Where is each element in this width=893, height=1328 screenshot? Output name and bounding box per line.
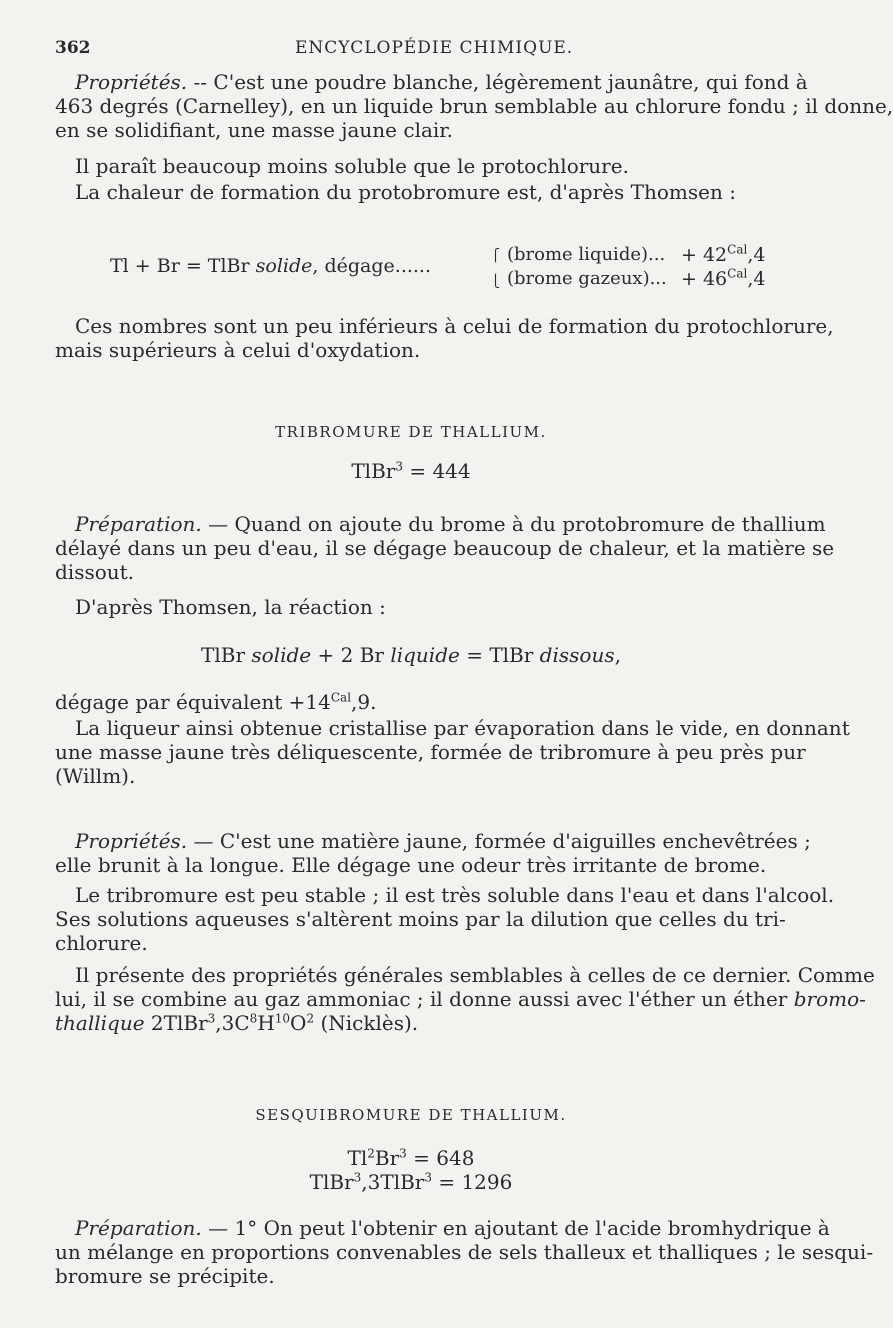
paragraph-ether-bromothallique: Il présente des propriétés générales semblables à celles de ce dernier. Comme lui, il se combine au gaz ammoniac ; il donne aussi avec l'éther un éther bromo- thallique $2TlBr^3,3C^8H^{10}O^2$ (Nicklès). (55, 963, 875, 1035)
paragraph-degage-equivalent: dégage par équivalent $+14^{Cal},9$. (55, 690, 377, 714)
heading-tribromure: TRIBROMURE DE THALLIUM. (275, 423, 547, 441)
paragraph-comparaison: Ces nombres sont un peu inférieurs à celui de formation du protochlorure, mais supérieurs à celui d'oxydation. (55, 314, 834, 362)
formula-sesquibromure: $Tl^2Br^3 = 648$ TlBr$^3$,3TlBr$^3$ = 1296 (309, 1146, 513, 1194)
paragraph-liqueur: La liqueur ainsi obtenue cristallise par évaporation dans le vide, en donnant une masse jaune très déliquescente, formée de tribromure à peu près pur (Willm). (55, 716, 850, 788)
page-header (55, 38, 755, 62)
equation-formation-protobromure: Tl + Br = TlBr solide, dégage...... ⎧ ⎩ (brome liquide)... + $42^{Cal},4$ (brome gazeux)... + $46^{Cal},4$ (55, 244, 767, 292)
paragraph-solubilite: Il paraît beaucoup moins soluble que le protochlorure. (75, 154, 629, 178)
equation-tribromure: TlBr solide + 2 Br liquide = TlBr dissous, (201, 643, 621, 667)
paragraph-proprietes-tribromure: Propriétés. — C'est une matière jaune, formée d'aiguilles enchevêtrées ; elle brunit à la longue. Elle dégage une odeur très irritante de brome. (55, 829, 811, 877)
paragraph-stabilite: Le tribromure est peu stable ; il est très soluble dans l'eau et dans l'alcool. Ses solutions aqueuses s'altèrent moins par la dilution que celles du tri- chlorure. (55, 883, 835, 955)
section-label: Préparation. (75, 512, 202, 536)
paragraph-proprietes-protobromure: Propriétés. -- C'est une poudre blanche, légèrement jaunâtre, qui fond à 463 degrés (Carnelley), en un liquide brun semblable au chlorure fondu ; il donne, en se solidifiant, une masse jaune clair. (55, 70, 893, 142)
paragraph-chaleur-formation: La chaleur de formation du protobromure est, d'après Thomsen : (75, 180, 736, 204)
section-label: Propriétés. (75, 829, 188, 853)
page-number: 362 (55, 38, 91, 58)
section-label: Propriétés. (75, 70, 188, 94)
paragraph-preparation-tribromure: Préparation. — Quand on ajoute du brome à du protobromure de thallium délayé dans un peu d'eau, il se dégage beaucoup de chaleur, et la matière se dissout. (55, 512, 835, 584)
formula-tribromure: TlBr$^3$ = 444 (351, 459, 471, 483)
section-label: Préparation. (75, 1216, 202, 1240)
brace: ⎧ ⎩ (491, 248, 500, 288)
paragraph-thomsen-reaction: D'après Thomsen, la réaction : (75, 595, 386, 619)
paragraph-preparation-sesquibromure: Préparation. — 1° On peut l'obtenir en ajoutant de l'acide bromhydrique à un mélange en proportions convenables de sels thalleux et thalliques ; le sesqui- bromure se précipite. (55, 1216, 874, 1288)
running-title: ENCYCLOPÉDIE CHIMIQUE. (295, 38, 574, 58)
heading-sesquibromure: SESQUIBROMURE DE THALLIUM. (255, 1106, 567, 1124)
